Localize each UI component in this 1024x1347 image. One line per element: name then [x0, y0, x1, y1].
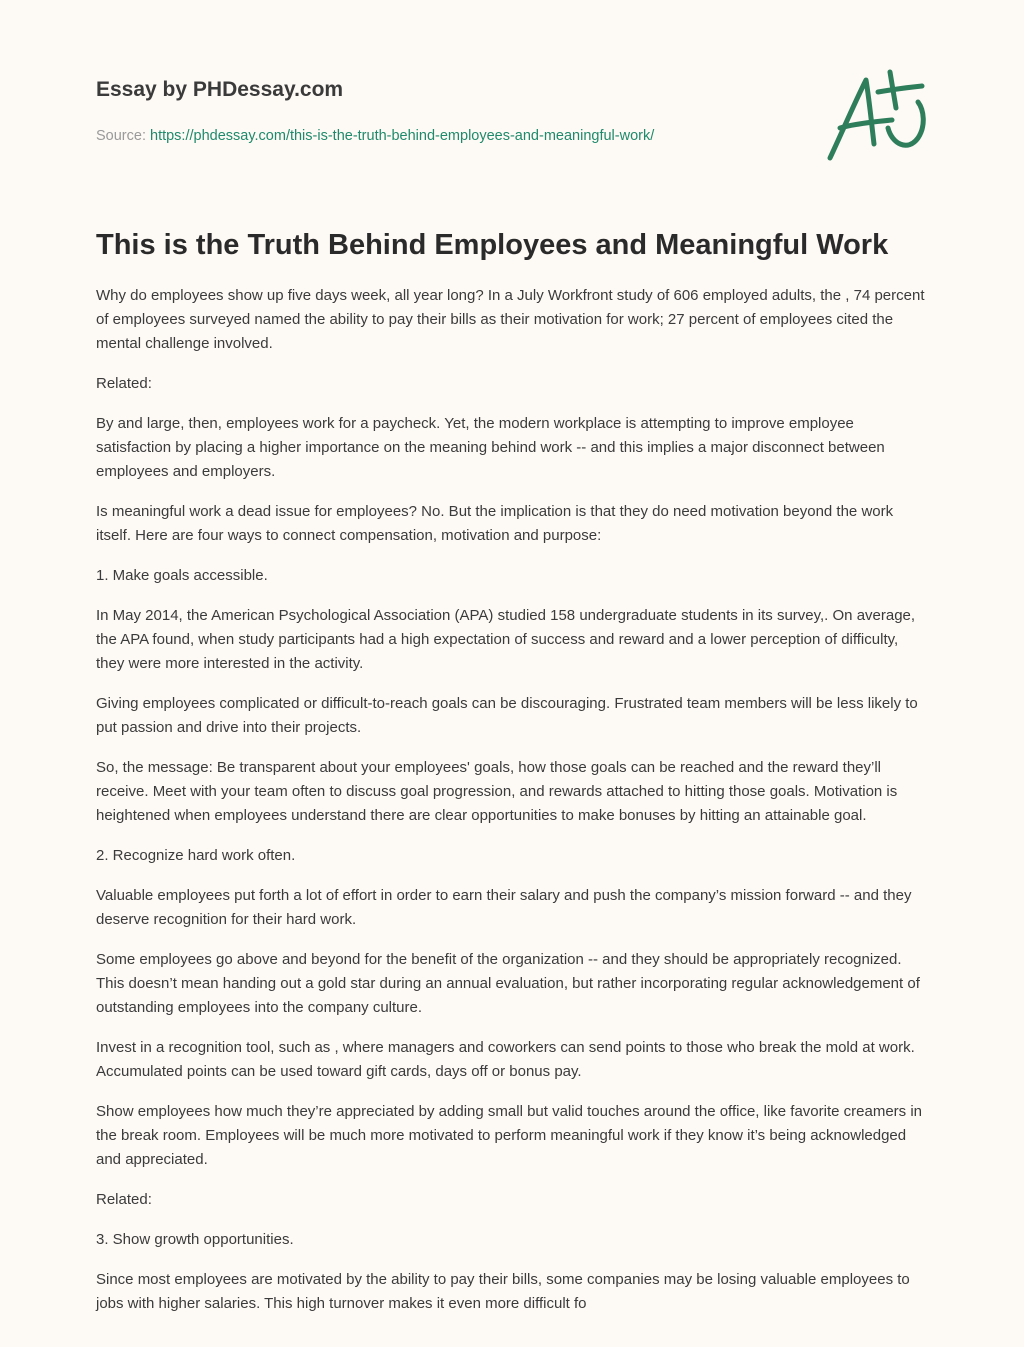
paragraph: Is meaningful work a dead issue for employees? No. But the implication is that they do need motivation beyond the work itself. Here are four ways to connect compensation, motivation and purpose: — [96, 503, 894, 544]
paragraph: Related: — [96, 1191, 152, 1208]
paragraph: Related: — [96, 375, 152, 392]
paragraph: Since most employees are motivated by the ability to pay their bills, some companies may be losing valuable employees to jobs with higher salaries. This high turnover makes it even more difficult fo — [96, 1271, 910, 1312]
paragraph: By and large, then, employees work for a paycheck. Yet, the modern workplace is attempting to improve employee satisfaction by placing a higher importance on the meaning behind work -- and this implies a major disconnect between employees and employers. — [96, 415, 885, 480]
paragraph: In May 2014, the American Psychological Association (APA) studied 158 undergraduate students in its survey,. On average, the APA found, when study participants had a high expectation of success and reward and a lower perception of difficulty, they were more interested in the activity. — [96, 607, 916, 672]
source-link[interactable]: https://phdessay.com/this-is-the-truth-behind-employees-and-meaningful-work/ — [150, 128, 655, 144]
source-label: Source: — [96, 128, 150, 144]
section-heading: 1. Make goals accessible. — [96, 567, 268, 584]
paragraph: Some employees go above and beyond for the benefit of the organization -- and they should be appropriately recognized. This doesn’t mean handing out a gold star during an annual evaluation, but rather incorporating regular acknowledgement of outstanding employees into the company culture. — [96, 951, 920, 1016]
paragraph: Invest in a recognition tool, such as , where managers and coworkers can send points to those who break the mold at work. Accumulated points can be used toward gift cards, days off or bonus pay. — [96, 1039, 915, 1080]
paragraph: Show employees how much they’re appreciated by adding small but valid touches around the office, like favorite creamers in the break room. Employees will be much more motivated to perform meaningful work if they know it’s being acknowledged and appreciated. — [96, 1103, 923, 1168]
paragraph: Giving employees complicated or difficult-to-reach goals can be discouraging. Frustrated team members will be less likely to put passion and drive into their projects. — [96, 695, 918, 736]
a-plus-grade-icon — [822, 66, 932, 166]
paragraph: Valuable employees put forth a lot of effort in order to earn their salary and push the company’s mission forward -- and they deserve recognition for their hard work. — [96, 887, 912, 928]
section-heading: 2. Recognize hard work often. — [96, 847, 296, 864]
header — [96, 76, 796, 146]
paragraph: So, the message: Be transparent about your employees' goals, how those goals can be reached and the reward they’ll receive. Meet with your team often to discuss goal progression, and rewards attached to hitting those goals. Motivation is heightened when employees understand there are clear opportunities to make bonuses by hitting an attainable goal. — [96, 759, 898, 824]
site-title: Essay by PHDessay.com — [96, 78, 344, 101]
section-heading: 3. Show growth opportunities. — [96, 1231, 294, 1248]
article-body — [96, 284, 928, 1332]
article-title: This is the Truth Behind Employees and Meaningful Work — [96, 229, 889, 261]
paragraph: Why do employees show up five days week, all year long? In a July Workfront study of 606 employed adults, the , 74 percent of employees surveyed named the ability to pay their bills as their motivation for work; 27 percent of employees cited the mental challenge involved. — [96, 287, 925, 352]
source-line — [96, 126, 796, 146]
